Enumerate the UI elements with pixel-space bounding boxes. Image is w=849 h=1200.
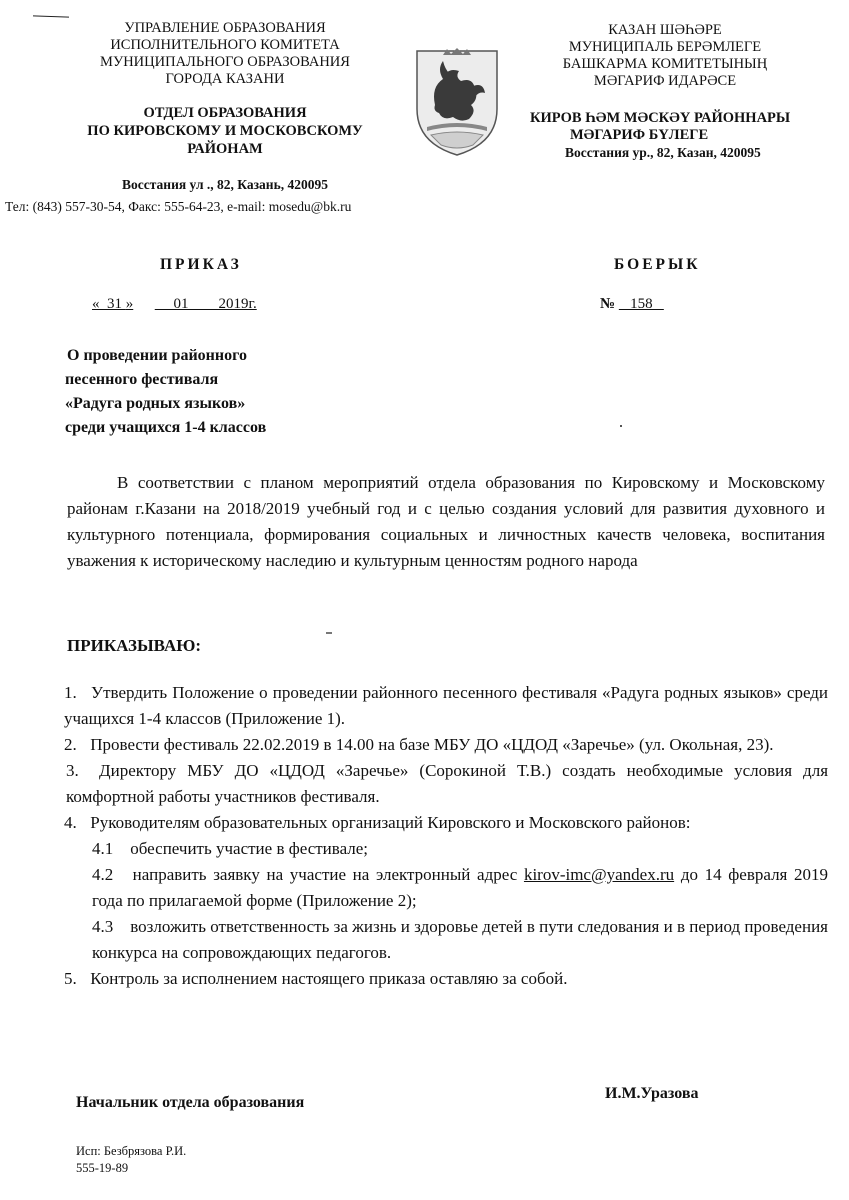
executor-phone: 555-19-89: [76, 1161, 129, 1175]
address-right: Восстания ур., 82, Казан, 420095: [565, 145, 761, 160]
date-open: «: [92, 296, 100, 312]
sub-item-text: возложить ответственность за жизнь и здоровье детей в пути следования и в период проведения конкурса на сопровождающих педагогов.: [92, 917, 828, 962]
sub-item-text: до 14 февраля 2019 года по прилагаемой форме (Приложение 2);: [92, 865, 829, 910]
dept-line: МӘГАРИФ БҮЛЕГЕ: [570, 127, 709, 143]
order-number: [600, 296, 664, 313]
scan-speck: [326, 632, 332, 634]
sub-list-item: [64, 862, 828, 914]
kazan-coat-of-arms-icon: [413, 47, 501, 157]
email-link[interactable]: kirov-imc@yandex.ru: [523, 865, 675, 884]
preamble-text: В соответствии с планом мероприятий отдела образования по Кировскому и Московскому районам г.Казани на 2018/2019 учебный год и с целью создания условий для развития духовного и культурного потенциала, формирования социальных и личностных качеств человека, воспитания уважения к историческому наследию и культурным ценностям родного народа: [67, 473, 825, 570]
sub-item-number: 4.1: [92, 839, 114, 858]
contacts: Тел: (843) 557-30-54, Факс: 555-64-23, e-mail: mosedu@bk.ru: [5, 199, 352, 214]
date-month: 01: [154, 296, 211, 312]
date-day: 31: [99, 296, 126, 312]
signature-title: Начальник отдела образования: [76, 1094, 305, 1111]
list-item: [64, 732, 828, 758]
order-title-ru: ПРИКАЗ: [160, 256, 242, 273]
order-subject: [65, 344, 266, 440]
number-prefix: №: [600, 296, 619, 312]
date-close: »: [125, 296, 134, 312]
item-text: Утвердить Положение о проведении районного песенного фестиваля «Радуга родных языков» среди учащихся 1-4 классов (Приложение 1).: [64, 683, 829, 728]
item-text: Руководителям образовательных организаций Кировского и Московского районов:: [90, 813, 691, 832]
executor-name: Исп: Безбрязова Р.И.: [76, 1144, 187, 1158]
list-item: [64, 758, 828, 810]
sub-item-number: 4.3: [92, 917, 114, 936]
org-line: БАШКАРМА КОМИТЕТЫНЫҢ: [562, 56, 768, 72]
item-text: Провести фестиваль 22.02.2019 в 14.00 на базе МБУ ДО «ЦДОД «Заречье» (ул. Окольная, 23).: [90, 735, 774, 754]
item-number: 4.: [64, 813, 77, 832]
preamble: [67, 470, 825, 574]
item-text: Директору МБУ ДО «ЦДОД «Заречье» (Сорокиной Т.В.) создать необходимые условия для комфортной работы участников фестиваля.: [66, 761, 829, 806]
sub-item-text: обеспечить участие в фестивале;: [130, 839, 369, 858]
sub-item-number: 4.2: [92, 865, 114, 884]
department-name-tt: [530, 110, 830, 144]
department-name: [60, 104, 390, 158]
org-line: КАЗАН ШӘҺӘРЕ: [608, 22, 722, 38]
executor-info: [76, 1143, 186, 1177]
org-line: ИСПОЛНИТЕЛЬНОГО КОМИТЕТА: [110, 37, 340, 53]
org-line: МУНИЦИПАЛЬНОГО ОБРАЗОВАНИЯ: [100, 54, 350, 70]
order-date: [92, 296, 257, 313]
item-number: 5.: [64, 969, 77, 988]
subject-line: «Радуга родных языков»: [65, 395, 246, 412]
order-title-tt: БОЕРЫК: [614, 256, 701, 273]
header-right: [530, 22, 830, 161]
subject-line: О проведении районного: [67, 347, 247, 364]
dept-line: РАЙОНАМ: [187, 141, 263, 157]
sub-list-item: [64, 836, 828, 862]
item-number: 1.: [64, 683, 77, 702]
org-line: УПРАВЛЕНИЕ ОБРАЗОВАНИЯ: [124, 20, 326, 36]
number-value: 158: [618, 296, 664, 312]
dept-line: ОТДЕЛ ОБРАЗОВАНИЯ: [143, 105, 307, 121]
address-left: Восстания ул ., 82, Казань, 420095: [122, 177, 328, 192]
date-year: 2019г.: [211, 296, 257, 312]
list-item: [64, 810, 828, 836]
org-line: ГОРОДА КАЗАНИ: [165, 71, 285, 87]
org-line: МӘГАРИФ ИДАРӘСЕ: [593, 73, 737, 89]
subject-line: песенного фестиваля: [65, 371, 219, 388]
org-line: МУНИЦИПАЛЬ БЕРӘМЛЕГЕ: [568, 39, 762, 55]
header-left: [60, 20, 390, 193]
item-text: Контроль за исполнением настоящего приказа оставляю за собой.: [90, 969, 568, 988]
sub-item-text: направить заявку на участие на электронный адрес: [132, 865, 518, 884]
subject-line: среди учащихся 1-4 классов: [65, 419, 267, 436]
list-item: [64, 966, 828, 992]
dept-line: ПО КИРОВСКОМУ И МОСКОВСКОМУ: [87, 123, 363, 139]
orders-heading: ПРИКАЗЫВАЮ:: [67, 636, 202, 655]
scan-speck: [620, 425, 622, 427]
signature-name: И.М.Уразова: [605, 1085, 699, 1102]
corner-mark: [33, 15, 69, 17]
order-items: [64, 680, 828, 992]
list-item: [64, 680, 828, 732]
dept-line: КИРОВ ҺӘМ МӘСКӘҮ РАЙОННАРЫ: [530, 110, 791, 126]
sub-list-item: [64, 914, 828, 966]
item-number: 2.: [64, 735, 77, 754]
item-number: 3.: [66, 761, 79, 780]
